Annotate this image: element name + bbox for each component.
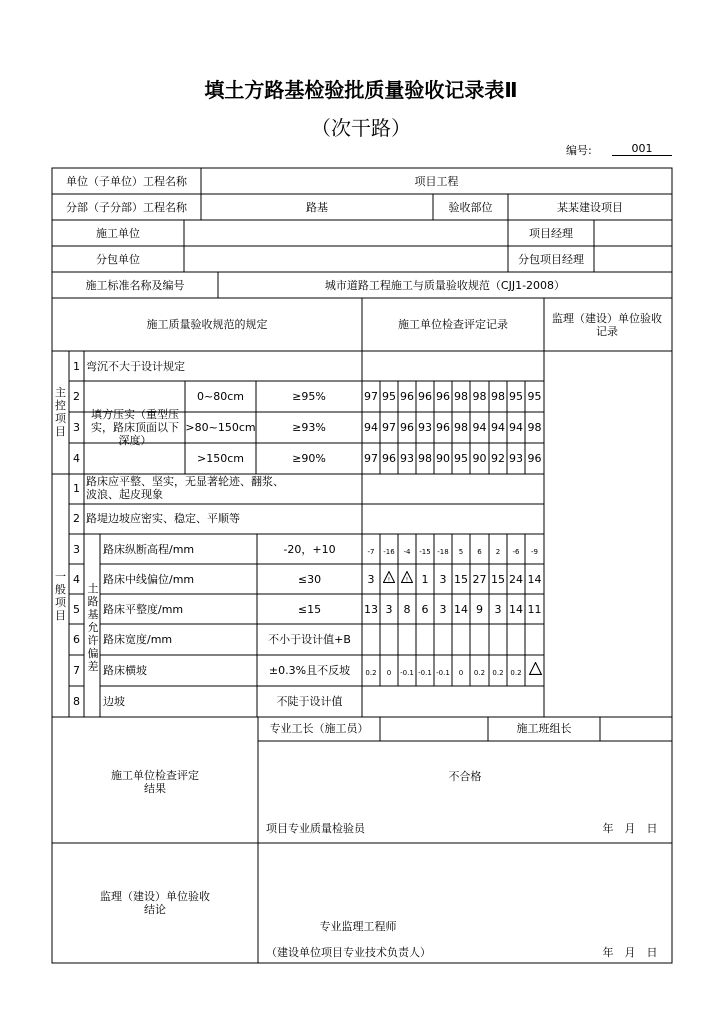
general-row-7-spec: ±0.3%且不反坡 <box>268 664 351 677</box>
value-cell: -18 <box>437 548 449 556</box>
value-cell: 3 <box>439 603 447 616</box>
main-row-4-no: 4 <box>73 452 80 465</box>
general-row-4-spec: ≤30 <box>297 573 322 586</box>
depth-1: 0~80cm <box>197 390 244 403</box>
value-cell: -0.1 <box>400 669 414 677</box>
main-row-3-no: 3 <box>73 421 80 434</box>
standard-label: 施工标准名称及编号 <box>85 279 185 292</box>
main-row-2-no: 2 <box>73 390 80 403</box>
main-row-1-no: 1 <box>73 360 80 373</box>
value-cell: 0.2 <box>365 669 377 677</box>
value-cell: 98 <box>472 390 487 403</box>
value-cell: 14 <box>454 603 468 616</box>
check-result-value: 不合格 <box>448 770 482 783</box>
value-cell: 15 <box>491 573 505 586</box>
general-items-group-label: 一般项目 <box>55 570 66 622</box>
spec-column-header: 施工质量验收规范的规定 <box>146 318 268 331</box>
general-row-8-name: 边坡 <box>103 695 125 708</box>
value-cell: 98 <box>418 452 432 465</box>
svg-text:!: ! <box>405 576 409 583</box>
warning-triangle-icon <box>401 571 413 583</box>
value-cell: 95 <box>382 390 396 403</box>
supervision-column-header: 监理（建设）单位验收记录 <box>552 312 662 338</box>
general-row-8-no: 8 <box>73 695 80 708</box>
value-cell: 95 <box>527 390 542 403</box>
form-subtitle: （次干路） <box>311 116 411 140</box>
general-row-3-no: 3 <box>73 543 80 556</box>
value-cell: -7 <box>367 548 375 556</box>
value-cell: 96 <box>400 421 414 434</box>
value-cell: 97 <box>382 421 396 434</box>
value-cell: 27 <box>472 573 487 586</box>
value-cell: 8 <box>403 603 411 616</box>
inspection-part-label: 验收部位 <box>448 201 493 214</box>
value-cell: 3 <box>494 603 502 616</box>
value-cell: 90 <box>436 452 450 465</box>
compaction-req-2: ≥93% <box>292 421 326 434</box>
value-cell: 14 <box>509 603 523 616</box>
value-cell: -4 <box>403 548 411 556</box>
supervisor-label: 专业监理工程师 <box>319 920 397 933</box>
general-row-7-no: 7 <box>73 664 80 677</box>
general-row-7-name: 路床横坡 <box>103 664 147 677</box>
depth-2: >80~150cm <box>185 421 256 434</box>
subcontract-unit-label: 分包单位 <box>96 253 140 266</box>
number-label: 编号: <box>566 144 592 157</box>
general-row-8-spec: 不陡于设计值 <box>276 695 343 708</box>
value-cell: -9 <box>531 548 538 556</box>
value-cell: 98 <box>454 421 468 434</box>
value-cell: 93 <box>400 452 414 465</box>
value-cell: 2 <box>495 548 501 556</box>
general-row-3-name: 路床纵断高程/mm <box>103 543 195 556</box>
inspection-part-value: 某某建设项目 <box>557 201 623 214</box>
value-cell: 98 <box>454 390 468 403</box>
foreman-label: 专业工长（施工员） <box>269 722 369 735</box>
value-cell: 13 <box>364 603 378 616</box>
value-cell: 97 <box>364 452 378 465</box>
main-row-1-text: 弯沉不大于设计规定 <box>86 360 185 373</box>
value-cell: 94 <box>472 421 487 434</box>
value-cell: 0.2 <box>473 669 486 677</box>
value-cell: -0.1 <box>436 669 450 677</box>
value-cell: 3 <box>385 603 393 616</box>
value-cell: 0.2 <box>492 669 504 677</box>
value-cell: 96 <box>418 390 432 403</box>
general-row-5-name: 路床平整度/mm <box>103 603 184 616</box>
value-cell: 90 <box>472 452 487 465</box>
value-cell: 95 <box>509 390 523 403</box>
value-cell: 97 <box>364 390 378 403</box>
value-cell: 94 <box>364 421 378 434</box>
value-cell: 15 <box>454 573 468 586</box>
owner-rep-label: （建设单位项目专业技术负责人） <box>266 946 431 959</box>
value-cell: 3 <box>367 573 375 586</box>
general-row-6-spec: 不小于设计值+B <box>268 633 351 646</box>
value-cell: 0 <box>386 669 392 677</box>
value-cell: 0 <box>458 669 464 677</box>
value-cell: 94 <box>509 421 523 434</box>
value-cell: 96 <box>400 390 414 403</box>
value-cell: 93 <box>509 452 523 465</box>
general-row-2-no: 2 <box>73 512 80 525</box>
supervision-conclusion-label: 监理（建设）单位验收结论 <box>100 890 210 916</box>
value-cell: 96 <box>436 390 450 403</box>
value-cell: 1 <box>421 573 429 586</box>
general-row-3-spec: -20，+10 <box>283 543 336 556</box>
value-cell: 24 <box>509 573 523 586</box>
value-cell: 3 <box>439 573 447 586</box>
date-label: 年 月 日 <box>602 822 658 835</box>
project-manager-label: 项目经理 <box>529 227 573 240</box>
standard-value: 城市道路工程施工与质量验收规范（CJJ1-2008） <box>324 279 566 292</box>
value-cell: 93 <box>418 421 432 434</box>
value-cell: 98 <box>491 390 505 403</box>
unit-project-label: 单位（子单位）工程名称 <box>66 175 187 188</box>
general-row-1-text: 路床应平整、坚实，无显著轮迹、翻浆、波浪、起皮现象 <box>86 475 284 501</box>
compaction-req-3: ≥90% <box>292 452 326 465</box>
value-cell: 6 <box>421 603 429 616</box>
subcontract-manager-label: 分包项目经理 <box>518 253 584 266</box>
warning-triangle-icon <box>383 571 395 583</box>
check-result-label: 施工单位检查评定结果 <box>111 769 199 795</box>
value-cell: 95 <box>454 452 468 465</box>
team-leader-label: 施工班组长 <box>516 722 572 735</box>
value-cell: 96 <box>436 421 450 434</box>
construction-unit-label: 施工单位 <box>96 227 140 240</box>
general-row-1-no: 1 <box>73 482 80 495</box>
date-label-2: 年 月 日 <box>602 946 658 959</box>
value-cell: 96 <box>527 452 542 465</box>
record-column-header: 施工单位检查评定记录 <box>398 318 508 331</box>
value-cell: -15 <box>419 548 431 556</box>
inspector-label: 项目专业质量检验员 <box>266 822 365 835</box>
general-row-4-no: 4 <box>73 573 80 586</box>
value-cell: 5 <box>458 548 464 556</box>
depth-3: >150cm <box>197 452 244 465</box>
value-cell: 14 <box>527 573 542 586</box>
compaction-label: 填方压实（重型压实，路床顶面以下深度） <box>91 408 179 447</box>
general-row-5-no: 5 <box>73 603 80 616</box>
general-row-2-text: 路堤边坡应密实、稳定、平顺等 <box>86 512 240 525</box>
main-items-group-label: 主控项目 <box>55 386 66 438</box>
general-row-4-name: 路床中线偏位/mm <box>103 573 195 586</box>
general-row-5-spec: ≤15 <box>297 603 322 616</box>
value-cell: 96 <box>382 452 396 465</box>
sub-project-label: 分部（子分部）工程名称 <box>66 201 187 214</box>
value-cell: 6 <box>477 548 482 556</box>
general-row-6-name: 路床宽度/mm <box>103 633 173 646</box>
general-row-6-no: 6 <box>73 633 80 646</box>
value-cell: -0.1 <box>418 669 432 677</box>
value-cell: 98 <box>527 421 542 434</box>
value-cell: 94 <box>491 421 505 434</box>
value-cell: 11 <box>527 603 542 616</box>
value-cell: 0.2 <box>510 669 522 677</box>
value-cell: -6 <box>512 548 520 556</box>
value-cell: 92 <box>491 452 505 465</box>
svg-text:!: ! <box>387 576 391 583</box>
number-value: 001 <box>612 142 672 156</box>
sub-project-value: 路基 <box>306 201 328 214</box>
warning-triangle-icon <box>529 662 542 675</box>
unit-project-value: 项目工程 <box>414 175 459 188</box>
form-title: 填土方路基检验批质量验收记录表Ⅱ <box>204 78 518 102</box>
compaction-req-1: ≥95% <box>292 390 326 403</box>
value-cell: -16 <box>383 548 395 556</box>
value-cell: 9 <box>476 603 483 616</box>
tolerance-label: 土路基允许偏差 <box>87 582 99 673</box>
